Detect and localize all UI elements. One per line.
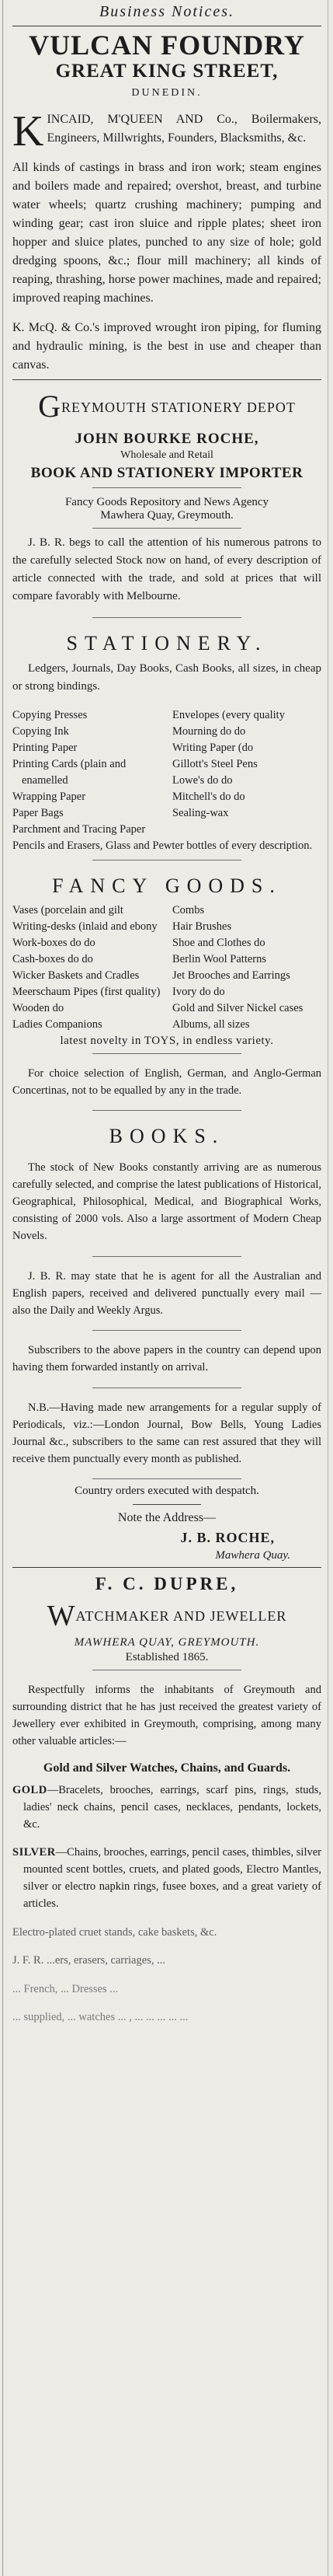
signature-address: Mawhera Quay. <box>215 1549 290 1562</box>
divider <box>92 1256 241 1257</box>
vulcan-intro-text: INCAID, M'QUEEN AND Co., Boilermakers, Engineers, Millwrights, Founders, Blacksmiths, &c. <box>47 112 321 145</box>
gold-label: GOLD <box>12 1783 47 1796</box>
list-item: Sealing-wax <box>172 806 229 819</box>
list-item: Mourning do do <box>172 724 246 738</box>
vulcan-body: All kinds of castings in brass and iron work; steam engines and boilers made and repaired; overshot, breast, and turbine water wheels; quartz crushing machinery; pumping and winding gear; cast iron sluice and ripple plates; sheet iron hopper and sluice plates, punched to any size of hole; gold dredging spoons, &c.; flour mill machinery; all kinds of reaping, thrashing, horse power machines, made and repaired; improved reaping machines. <box>12 160 321 305</box>
stationery-depot-advert <box>12 388 321 1563</box>
list-item: Copying Presses <box>12 708 88 721</box>
list-item: Paper Bags <box>12 806 64 819</box>
divider <box>133 1504 201 1505</box>
list-item: Work-boxes do do <box>12 936 95 949</box>
fancy-right-column <box>172 902 321 1033</box>
list-item: Parchment and Tracing Paper <box>12 822 146 836</box>
nb-note: N.B.—Having made new arrangements for a regular supply of Periodicals, viz.:—London Journal, Bow Bells, Young Ladies Journal &c., subscribers to the same can rest assured that they will receive them punctually every month as published. <box>12 1401 321 1465</box>
stationery-left-column <box>12 707 161 838</box>
address-label: Note the Address— <box>117 1511 217 1525</box>
divider <box>92 1053 241 1054</box>
list-item: Cash-boxes do do <box>12 952 93 965</box>
depot-intro: J. B. R. begs to call the attention of his numerous patrons to the carefully selected Stock now on hand, of every description of article connected with the trade, and sold at prices that will compare favorably with Melbourne. <box>12 536 321 602</box>
dupre-intro: Respectfully informs the inhabitants of Greymouth and surrounding district that he has just received the greatest variety of Jewellery ever exhibited in Greymouth, comprising, among many other valuable articles:— <box>12 1684 321 1748</box>
depot-trade: Wholesale and Retail <box>120 449 213 461</box>
vulcan-intro <box>12 106 321 155</box>
divider <box>12 379 321 380</box>
list-item: Printing Cards (plain and enamelled <box>12 757 127 787</box>
toys-line: latest novelty in TOYS, in endless variety. <box>60 1034 274 1047</box>
list-item: Writing-desks (inlaid and ebony <box>12 920 158 933</box>
list-item: Jet Brooches and Earrings <box>172 969 290 982</box>
dupre-title <box>12 1599 321 1633</box>
gold-items <box>12 1782 321 1833</box>
vulcan-street: GREAT KING STREET, <box>55 60 279 82</box>
silver-items <box>12 1844 321 1912</box>
list-item: Gold and Silver Nickel cases <box>172 1001 304 1014</box>
list-item: Gillott's Steel Pens <box>172 757 258 770</box>
divider <box>92 487 241 488</box>
left-column-rule <box>2 0 3 2576</box>
dropcap-letter: G <box>38 388 61 424</box>
depot-address: Mawhera Quay, Greymouth. <box>100 508 234 522</box>
vulcan-piping-note: K. McQ. & Co.'s improved wrought iron piping, for fluming and hydraulic mining, is the best in use and cheaper than canvas. <box>12 320 321 372</box>
list-item: Berlin Wool Patterns <box>172 952 266 965</box>
depot-fancy-line: Fancy Goods Repository and News Agency <box>64 495 269 508</box>
stationery-right-column <box>172 707 321 838</box>
list-item: Combs <box>172 903 205 916</box>
depot-business: BOOK AND STATIONERY IMPORTER <box>30 464 304 481</box>
list-item: Wicker Baskets and Cradles <box>12 969 140 982</box>
list-item: Albums, all sizes <box>172 1017 250 1031</box>
list-item: Mitchell's do do <box>172 790 245 803</box>
gold-body: —Bracelets, brooches, earrings, scarf pins, rings, studs, ladies' neck chains, pencil cases, necklaces, pendants, lockets, &c. <box>23 1783 321 1831</box>
stationery-list <box>12 707 321 838</box>
books-body: The stock of New Books constantly arriving are as numerous carefully selected, and comprise the latest publications of Historical, Geographical, Philosophical, Medical, and Biographical Works, consisting of 2000 vols. Also a large assortment of Modern Cheap Novels. <box>12 1161 321 1243</box>
concertina-note: For choice selection of English, German, and Anglo-German Concertinas, not to be equalled by any in the trade. <box>12 1066 321 1097</box>
fancy-left-column <box>12 902 161 1033</box>
list-item: Lowe's do do <box>172 773 233 787</box>
divider <box>92 1110 241 1111</box>
divider <box>12 1567 321 1568</box>
list-item: Wrapping Paper <box>12 790 86 803</box>
section-title: Business Notices. <box>99 3 234 20</box>
list-item: Printing Paper <box>12 741 78 754</box>
dupre-name: F. C. DUPRE, <box>95 1574 239 1594</box>
divider <box>92 1478 241 1479</box>
divider <box>92 617 241 618</box>
stationery-tail: Pencils and Erasers, Glass and Pewter bottles of every description. <box>12 839 313 852</box>
dupre-title-text: ATCHMAKER AND JEWELLER <box>75 1608 287 1625</box>
stationery-heading: STATIONERY. <box>66 631 268 654</box>
depot-owner: JOHN BOURKE ROCHE, <box>75 430 259 447</box>
faded-line: J. F. R. ...ers, erasers, carriages, ... <box>12 1954 165 1967</box>
vulcan-name: VULCAN FOUNDRY <box>29 30 305 61</box>
list-item: Copying Ink <box>12 724 69 738</box>
list-item: Wooden do <box>12 1001 64 1014</box>
divider <box>92 528 241 529</box>
list-item: Meerschaum Pipes (first quality) <box>12 985 161 998</box>
agency-note: J. B. R. may state that he is agent for all the Australian and English papers, received and delivered punctually every mail — also the Daily and Weekly Argus. <box>12 1269 321 1317</box>
signature-name: J. B. ROCHE, <box>180 1530 275 1546</box>
faded-line: Electro-plated cruet stands, cake baskets, &c. <box>12 1925 217 1939</box>
depot-title-text: REYMOUTH STATIONERY DEPOT <box>61 399 296 415</box>
advert-column <box>12 0 321 2037</box>
faded-line: ... supplied, ... watches ... , ... ... ... ... ... <box>12 2011 189 2024</box>
fancy-goods-list <box>12 902 321 1033</box>
dropcap-letter: W <box>47 1600 76 1633</box>
books-heading: BOOKS. <box>109 1125 225 1148</box>
list-item: Shoe and Clothes do <box>172 936 265 949</box>
dupre-advert <box>12 1574 321 2026</box>
dupre-address: MAWHERA QUAY, GREYMOUTH. <box>74 1636 260 1649</box>
country-orders: Country orders executed with despatch. <box>75 1485 259 1498</box>
divider <box>92 1387 241 1388</box>
faded-line: ... French, ... Dresses ... <box>12 1982 119 1995</box>
list-item: Ladies Companions <box>12 1017 102 1031</box>
list-item: Hair Brushes <box>172 920 232 933</box>
vulcan-town: DUNEDIN. <box>131 86 203 99</box>
subscribers-note: Subscribers to the above papers in the country can depend upon having them forwarded instantly on arrival. <box>12 1344 321 1374</box>
stationery-lead: Ledgers, Journals, Day Books, Cash Books, all sizes, in cheap or strong bindings. <box>12 661 321 693</box>
list-item: Vases (porcelain and gilt <box>12 903 123 916</box>
list-item: Writing Paper (do <box>172 741 254 754</box>
silver-body: —Chains, brooches, earrings, pencil cases, thimbles, silver mounted scent bottles, cruets, and plated goods, Electro Mantles, silver or electro napkin rings, fusee boxes, and a great variety of articles. <box>23 1846 321 1911</box>
depot-title <box>12 388 321 424</box>
watches-heading: Gold and Silver Watches, Chains, and Guards. <box>43 1761 291 1775</box>
dropcap-letter: K <box>12 106 44 155</box>
divider <box>92 1330 241 1331</box>
vulcan-foundry-advert <box>12 31 321 375</box>
dupre-established: Established 1865. <box>125 1651 209 1664</box>
list-item: Ivory do do <box>172 985 225 998</box>
silver-label: SILVER <box>12 1846 56 1859</box>
list-item: Envelopes (every quality <box>172 708 285 721</box>
fancy-goods-heading: FANCY GOODS. <box>52 874 282 897</box>
